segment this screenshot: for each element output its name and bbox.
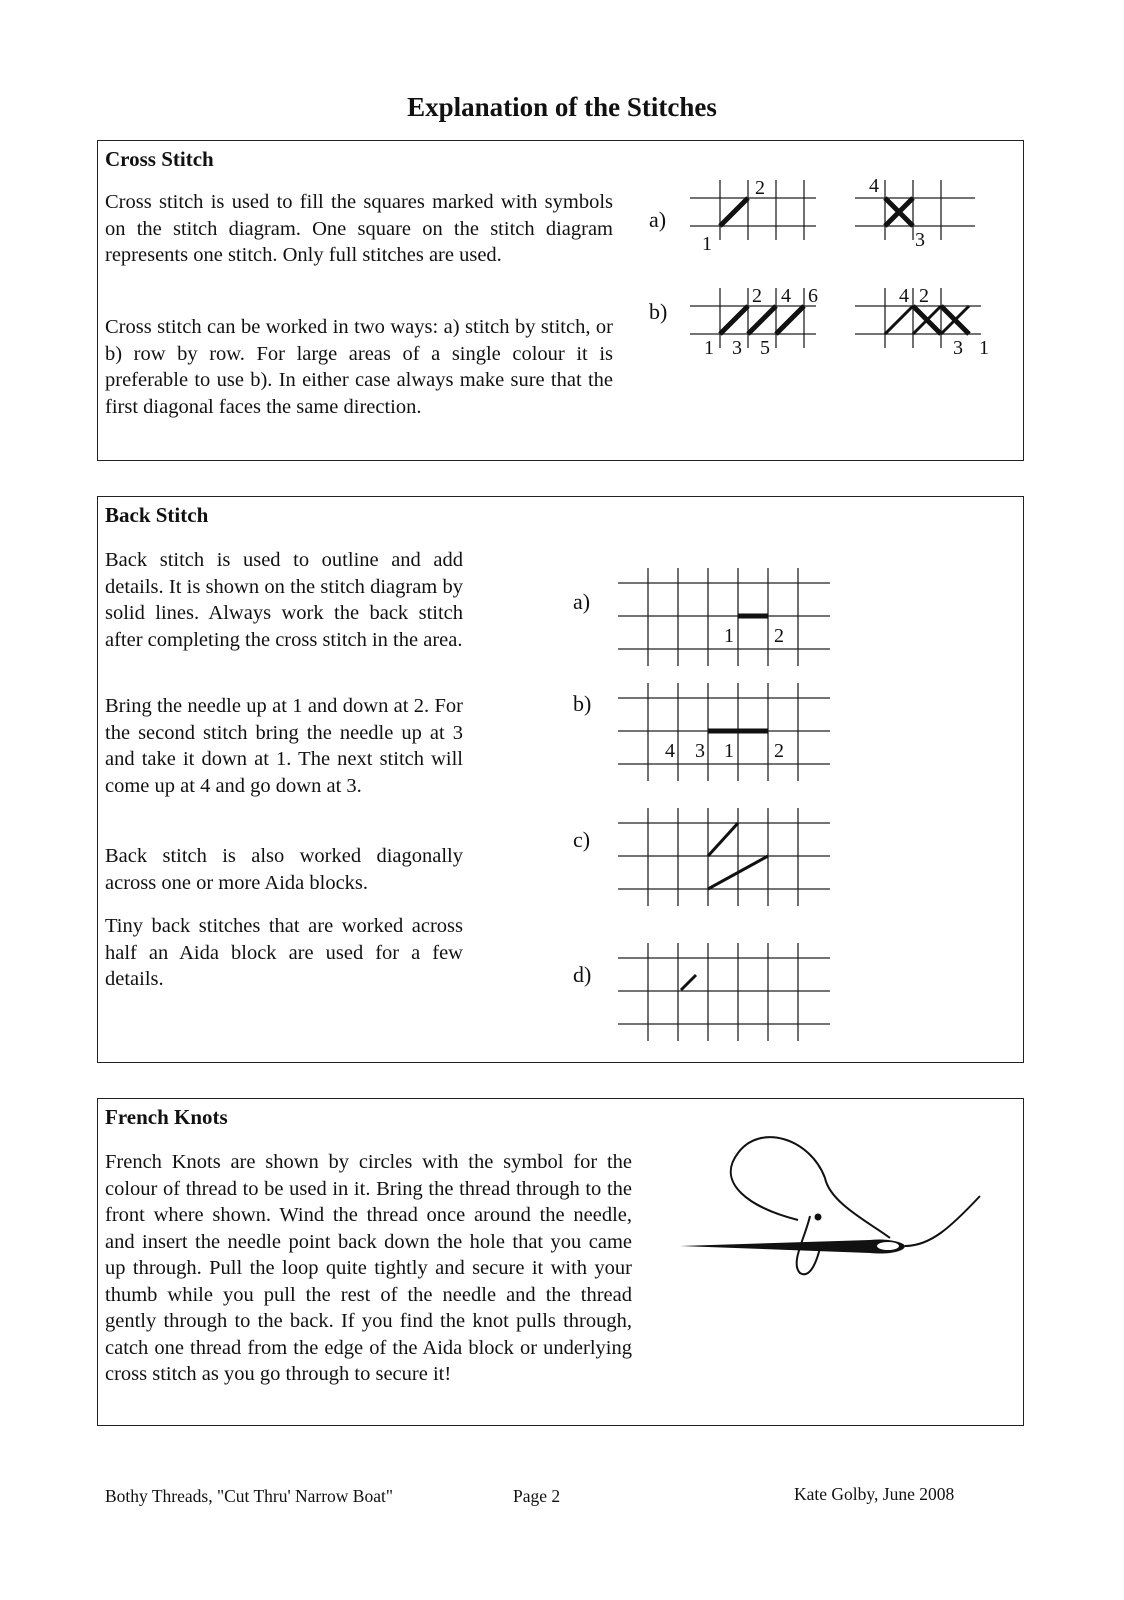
- back-stitch-diagram-a: [618, 568, 838, 673]
- bs-b-num-1: 1: [724, 740, 734, 762]
- back-stitch-para-2: Bring the needle up at 1 and down at 2. For the second stitch bring the needle up at 3 and take it down at 1. The next stitch will come up at 4 and go down at 3.: [105, 695, 463, 797]
- back-stitch-label-b: b): [573, 691, 592, 716]
- cross-stitch-para-1: Cross stitch is used to fill the squares marked with symbols on the stitch diagram. One square on the stitch diagram represents one stitch. Only full stitches are used.: [105, 191, 613, 266]
- footer-page-number: Page 2: [513, 1486, 561, 1506]
- cs-a-num-2: 2: [755, 177, 765, 199]
- cs-br-num-1: 1: [979, 337, 989, 359]
- cross-stitch-label-a: a): [649, 207, 667, 232]
- french-knots-heading: French Knots: [105, 1105, 228, 1129]
- back-stitch-para-3: Back stitch is also worked diagonally across one or more Aida blocks.: [105, 845, 463, 894]
- cs-b-num-5: 5: [760, 337, 770, 359]
- cs-a-num-1: 1: [702, 233, 712, 255]
- bs-b-num-3: 3: [695, 740, 705, 762]
- back-stitch-para-4: Tiny back stitches that are worked across half an Aida block are used for a few details.: [105, 915, 463, 990]
- cs-br-num-3: 3: [953, 337, 963, 359]
- cross-stitch-para-2: Cross stitch can be worked in two ways: a) stitch by stitch, or b) row by row. For large areas of a single colour it is preferable to use b). In either case always make sure that the first diagonal faces the same direction.: [105, 316, 613, 418]
- cs-b-num-4: 4: [781, 285, 791, 307]
- back-stitch-diagram-d: [618, 943, 838, 1048]
- french-knot-needle-illustration: [680, 1128, 990, 1278]
- bs-a-num-1: 1: [724, 625, 734, 647]
- page-title: Explanation of the Stitches: [407, 92, 717, 122]
- cs-b-num-1: 1: [704, 337, 714, 359]
- cs-br-num-4: 4: [899, 285, 909, 307]
- cs-a-num-3: 3: [915, 229, 925, 251]
- cs-br-num-2: 2: [919, 285, 929, 307]
- cs-a-num-4: 4: [869, 175, 879, 197]
- bs-b-num-4: 4: [665, 740, 675, 762]
- french-knots-para-1: French Knots are shown by circles with the symbol for the colour of thread to be used in it. Bring the thread through to the front where shown. Wind the thread once around the needle, and insert the needle point back down the hole that you came up through. Pull the loop quite tightly and secure it with your thumb while you pull the rest of the needle and the thread gently through to the back. If you find the knot pulls through, catch one thread from the edge of the Aida block or underlying cross stitch as you go through to secure it!: [105, 1151, 632, 1385]
- cross-stitch-diagram-b-left: [690, 278, 840, 358]
- back-stitch-label-d: d): [573, 962, 592, 987]
- cross-stitch-diagram-a-left: [690, 170, 820, 255]
- back-stitch-section: [97, 496, 1024, 1063]
- cs-b-num-6: 6: [808, 285, 818, 307]
- cs-b-num-3: 3: [732, 337, 742, 359]
- cross-stitch-label-b: b): [649, 299, 668, 324]
- footer-right: Kate Golby, June 2008: [794, 1484, 955, 1504]
- bs-a-num-2: 2: [774, 625, 784, 647]
- back-stitch-label-a: a): [573, 589, 591, 614]
- back-stitch-diagram-b: [618, 683, 838, 788]
- cross-stitch-heading: Cross Stitch: [105, 147, 214, 171]
- footer-left: Bothy Threads, "Cut Thru' Narrow Boat": [105, 1486, 394, 1506]
- cross-stitch-diagram-a-right: [855, 170, 985, 250]
- back-stitch-para-1: Back stitch is used to outline and add details. It is shown on the stitch diagram by solid lines. Always work the back stitch after completing the cross stitch in the area.: [105, 549, 463, 651]
- cs-b-num-2: 2: [752, 285, 762, 307]
- back-stitch-label-c: c): [573, 827, 591, 852]
- back-stitch-heading: Back Stitch: [105, 503, 209, 527]
- bs-b-num-2: 2: [774, 740, 784, 762]
- back-stitch-diagram-c: [618, 808, 838, 913]
- cross-stitch-diagram-b-right: [855, 278, 1005, 358]
